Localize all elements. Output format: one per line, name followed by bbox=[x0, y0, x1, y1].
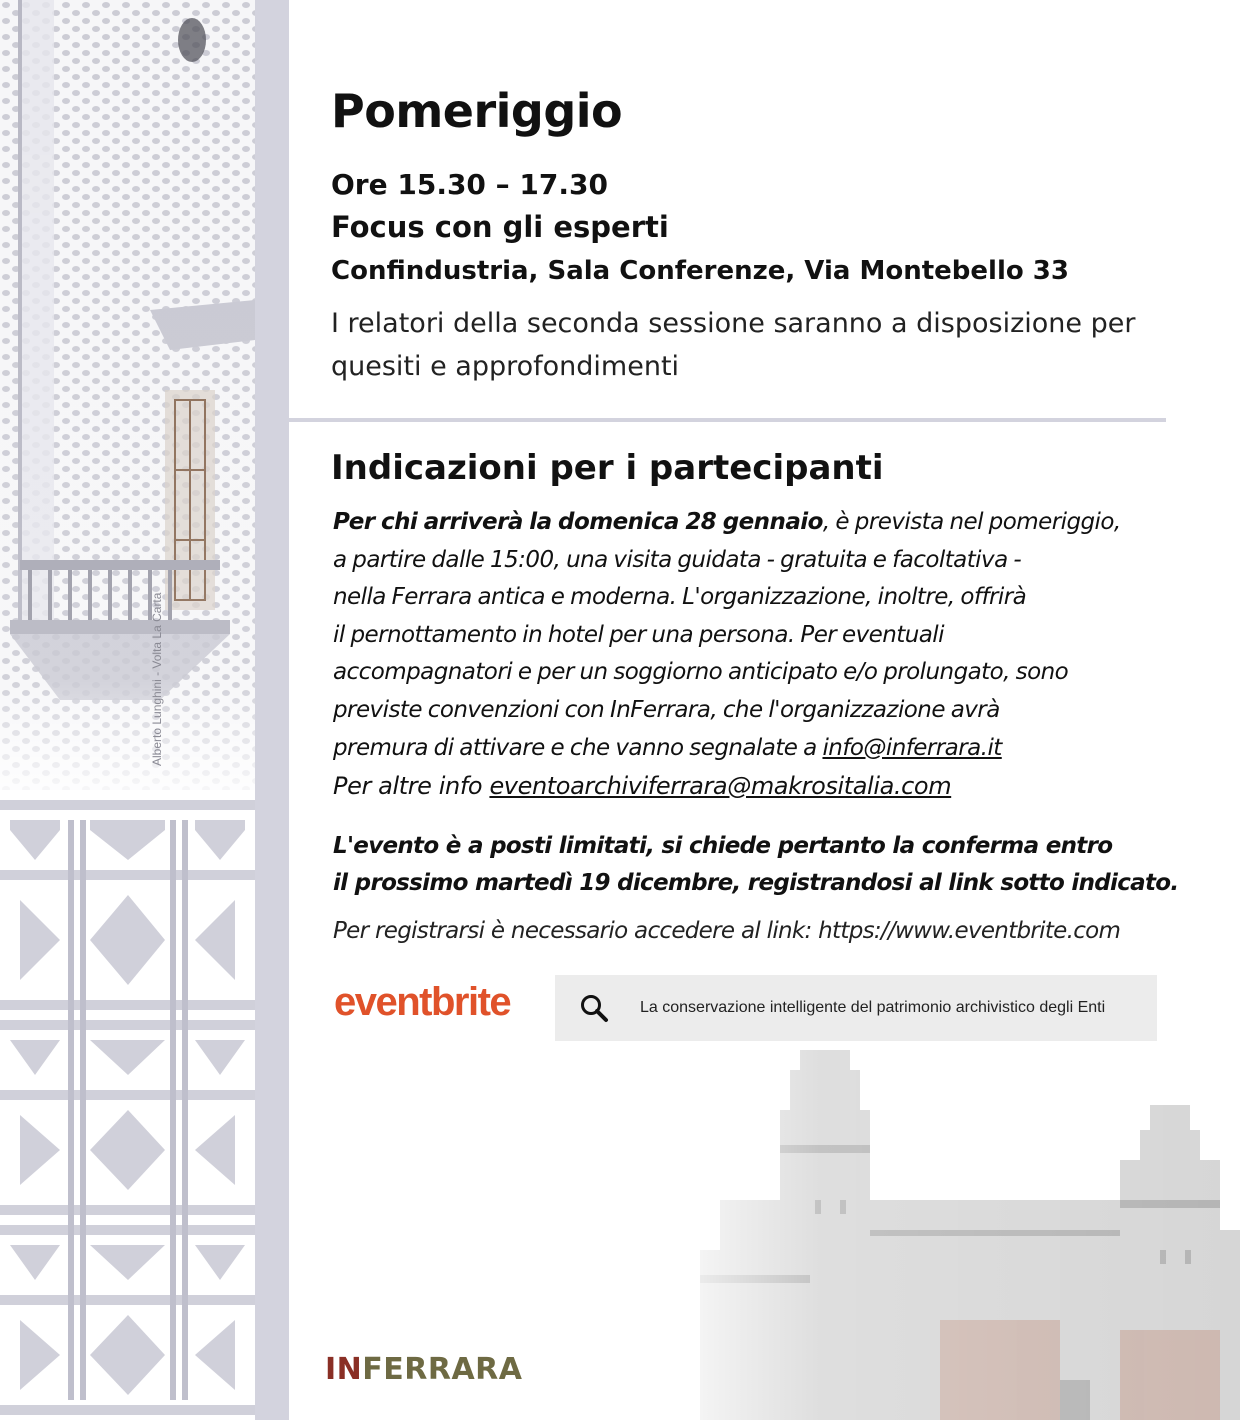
session-time: Ore 15.30 – 17.30 bbox=[331, 168, 608, 201]
notes-line bbox=[333, 504, 1203, 542]
notes-line: a partire dalle 15:00, una visita guidata - gratuita e facoltativa - bbox=[333, 546, 1022, 573]
session-venue: Confindustria, Sala Conferenze, Via Montebello 33 bbox=[331, 256, 1069, 286]
inferrara-logo bbox=[325, 1352, 523, 1387]
session-description: I relatori della seconda sessione saranno a disposizione per quesiti e approfondimenti bbox=[331, 308, 1136, 382]
notes-line: il pernottamento in hotel per una persona. Per eventuali bbox=[333, 621, 944, 648]
participants-heading: Indicazioni per i partecipanti bbox=[331, 448, 884, 488]
search-query: La conservazione intelligente del patrimonio archivistico degli Enti bbox=[640, 999, 1106, 1016]
inferrara-logo-in: IN bbox=[325, 1352, 363, 1387]
notes-line-text: , è prevista nel pomeriggio, bbox=[822, 509, 1121, 535]
notes-line: accompagnatori e per un soggiorno anticipato e/o prolungato, sono bbox=[333, 659, 1069, 686]
notes-line: previste convenzioni con InFerrara, che l'organizzazione avrà bbox=[333, 696, 1000, 723]
hotel-email-link[interactable]: info@inferrara.it bbox=[822, 734, 1002, 761]
eventbrite-search-bar[interactable] bbox=[555, 975, 1157, 1041]
page-title: Pomeriggio bbox=[331, 84, 623, 138]
registration-instructions: Per registrarsi è necessario accedere al link: https://www.eventbrite.com bbox=[333, 918, 1121, 944]
notes-lead-bold: Per chi arriverà la domenica 28 gennaio bbox=[333, 509, 823, 535]
participants-notes bbox=[333, 504, 1203, 767]
eventbrite-logo[interactable]: eventbrite bbox=[334, 980, 511, 1024]
palace-watercolor-icon bbox=[0, 0, 255, 1420]
castle-estense-icon bbox=[640, 1050, 1240, 1420]
notes-line-text: premura di attivare e che vanno segnalate a bbox=[333, 734, 823, 761]
illustration-credit: Alberto Lunghini - Volta La Carta bbox=[150, 592, 164, 766]
vertical-stripe bbox=[255, 0, 289, 1420]
session-title: Focus con gli esperti bbox=[331, 210, 669, 244]
more-info bbox=[333, 772, 951, 800]
section-divider bbox=[289, 418, 1166, 422]
search-icon bbox=[579, 993, 609, 1023]
notes-line bbox=[333, 730, 1203, 768]
limited-seats-notice bbox=[333, 828, 1213, 902]
limited-line: L'evento è a posti limitati, si chiede pertanto la conferma entro bbox=[333, 833, 1113, 859]
notes-line: nella Ferrara antica e moderna. L'organizzazione, inoltre, offrirà bbox=[333, 584, 1027, 611]
limited-line: il prossimo martedì 19 dicembre, registrandosi al link sotto indicato. bbox=[333, 870, 1179, 896]
inferrara-logo-ferrara: FERRARA bbox=[362, 1352, 523, 1387]
left-illustration bbox=[0, 0, 255, 1420]
more-info-label: Per altre info bbox=[333, 772, 490, 800]
info-email-link[interactable]: eventoarchiviferrara@makrositalia.com bbox=[489, 772, 952, 800]
